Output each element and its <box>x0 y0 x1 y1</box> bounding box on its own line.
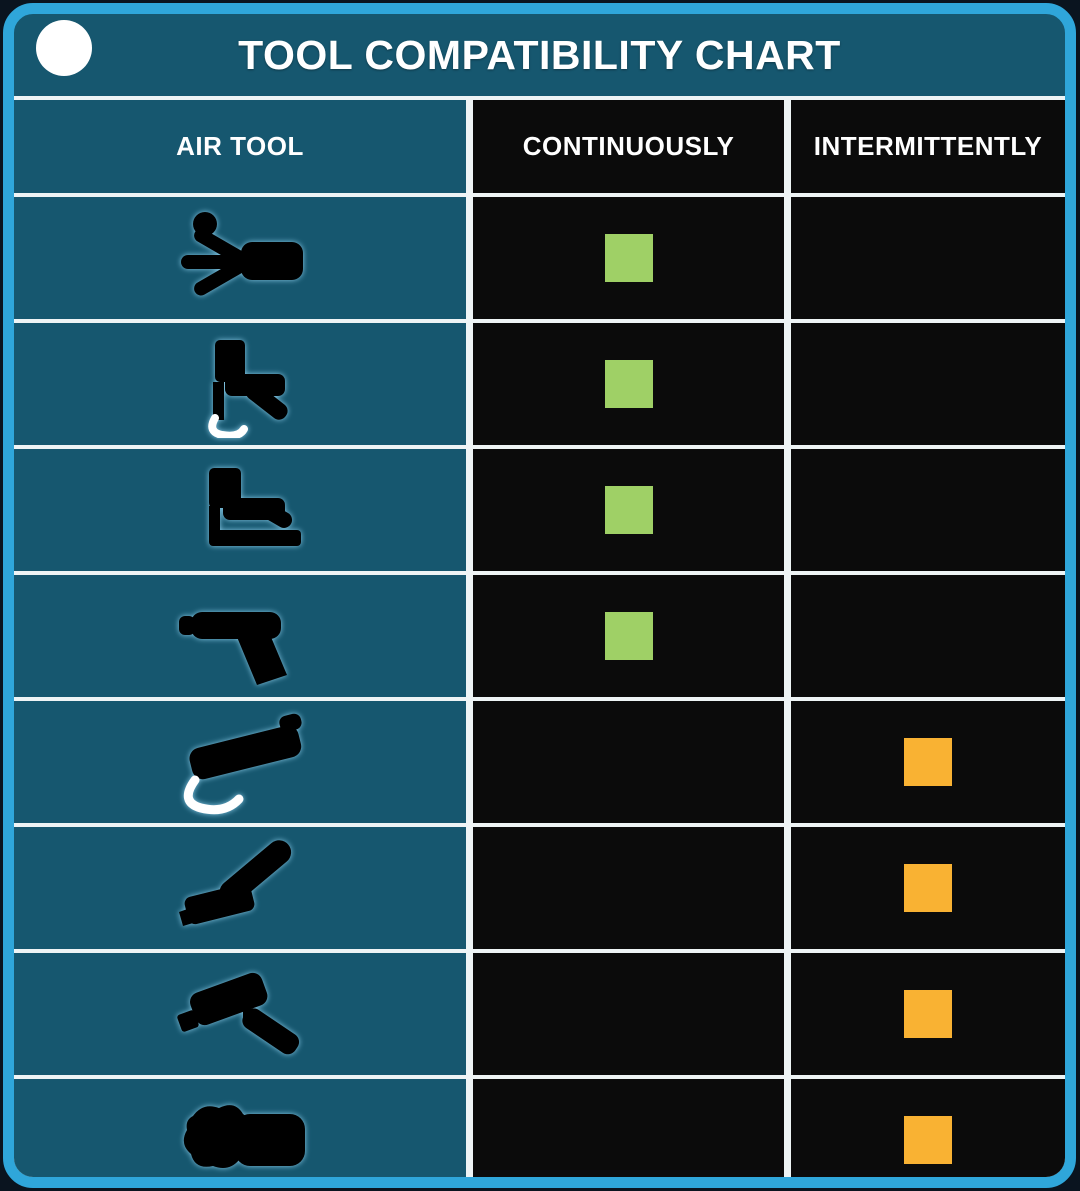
intermittently-cell <box>791 701 1065 823</box>
intermittently-cell <box>791 575 1065 697</box>
intermittently-cell <box>791 953 1065 1075</box>
continuous-marker <box>605 360 653 408</box>
board-sander-icon <box>145 708 335 816</box>
header-cell-air-tool <box>14 100 466 193</box>
compatibility-card <box>3 3 1076 1188</box>
intermittently-cell <box>791 323 1065 445</box>
continuous-marker <box>605 234 653 282</box>
air-drill-icon <box>145 582 335 690</box>
air-hammer-icon <box>145 204 335 312</box>
column-header-label: CONTINUOUSLY <box>522 131 735 161</box>
continuously-cell <box>473 1079 784 1188</box>
continuously-cell <box>473 449 784 571</box>
continuously-cell <box>473 197 784 319</box>
air-shears-icon <box>145 834 335 942</box>
die-grinder-icon <box>145 1086 335 1188</box>
continuously-cell <box>473 827 784 949</box>
intermittent-marker <box>904 864 952 912</box>
intermittently-cell <box>791 827 1065 949</box>
intermittent-marker <box>904 990 952 1038</box>
logo-circle <box>36 20 92 76</box>
header-cell-continuously <box>473 100 784 193</box>
continuously-cell <box>473 575 784 697</box>
continuously-cell <box>473 323 784 445</box>
tool-cell-die-grinder <box>14 1079 466 1188</box>
continuously-cell <box>473 701 784 823</box>
compatibility-grid <box>14 100 1065 1188</box>
intermittent-marker <box>904 1116 952 1164</box>
impact-wrench-icon <box>145 960 335 1068</box>
tool-cell-air-shears <box>14 827 466 949</box>
continuous-marker <box>605 612 653 660</box>
header-cell-intermittently <box>791 100 1065 193</box>
tool-cell-impact-wrench <box>14 953 466 1075</box>
nail-gun-icon <box>145 330 335 438</box>
intermittently-cell <box>791 1079 1065 1188</box>
intermittently-cell <box>791 449 1065 571</box>
continuous-marker <box>605 486 653 534</box>
column-header-label: AIR TOOL <box>176 131 304 161</box>
stapler-icon <box>145 456 335 564</box>
title-bar <box>14 14 1065 96</box>
tool-cell-stapler <box>14 449 466 571</box>
page-title: TOOL COMPATIBILITY CHART <box>238 31 841 78</box>
tool-cell-board-sander <box>14 701 466 823</box>
continuously-cell <box>473 953 784 1075</box>
intermittent-marker <box>904 738 952 786</box>
intermittently-cell <box>791 197 1065 319</box>
tool-cell-air-hammer-chisel-set <box>14 197 466 319</box>
tool-cell-air-drill <box>14 575 466 697</box>
tool-cell-nail-gun <box>14 323 466 445</box>
column-header-label: INTERMITTENTLY <box>813 131 1043 161</box>
